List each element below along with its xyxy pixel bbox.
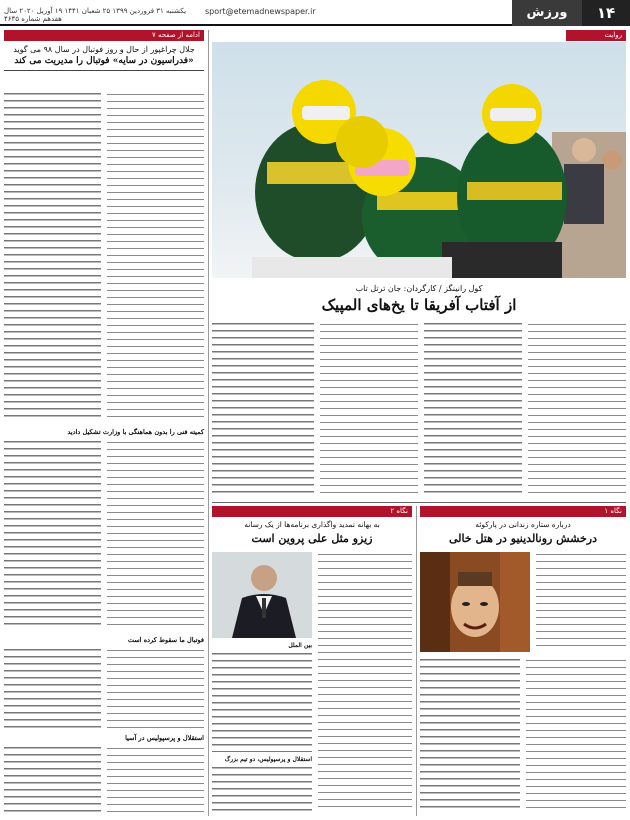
zidane-photo (212, 552, 312, 638)
bobsled-team-photo (212, 42, 626, 278)
zidane-subhead-1: بین الملل (288, 642, 312, 649)
zidane-illustration (212, 552, 312, 638)
main-story-body-2 (424, 322, 522, 497)
ronaldinho-kicker: درباره ستاره زندانی در پارکوئه (475, 520, 571, 529)
ronaldinho-headline: درخشش رونالدینیو در هتل خالی (448, 532, 598, 545)
column-rule (208, 30, 209, 816)
zidane-body-3 (212, 766, 312, 812)
section-email[interactable]: sport@etemadnewspaper.ir (205, 7, 316, 16)
main-story-label: روایت (566, 30, 626, 41)
left-column-body-c (107, 440, 204, 630)
ronaldinho-label: نگاه ۱ (420, 506, 626, 517)
main-story (212, 30, 626, 500)
divider (4, 70, 204, 71)
main-story-body-4 (212, 322, 314, 497)
left-subhead-3: استقلال و پرسپولیس در آسیا (125, 734, 204, 742)
main-story-headline: از آفتاب آفریقا تا یخ‌های المپیک (321, 296, 517, 314)
main-story-body-3 (320, 322, 418, 497)
dateline: یکشنبه ۳۱ فروردین ۱۳۹۹ ۲۵ شعبان ۱۴۴۱ ۱۹ آوریل ۲۰۲۰ سال هفدهم شماره ۴۶۴۵ (4, 7, 187, 23)
left-subhead-1: کمیته فنی را بدون هماهنگی با وزارت تشکیل دادید (67, 428, 204, 436)
zidane-kicker: به بهانه تمدید واگذاری برنامه‌ها از یک رسانه (244, 520, 380, 529)
main-story-body-1 (528, 322, 626, 497)
column-rule-2 (416, 506, 417, 816)
left-subhead-2: فوتبال ما سقوط کرده است (127, 636, 204, 644)
left-column-kicker: جلال چراغپور از حال و روز فوتبال در سال ۹۸ می گوید (13, 45, 195, 54)
left-column-body-e (107, 648, 204, 728)
ronaldinho-story (420, 506, 626, 816)
left-column-body-f (4, 648, 101, 728)
ronaldinho-body-intro (536, 552, 626, 652)
left-column-body-g (107, 746, 204, 812)
zidane-body-1 (318, 552, 412, 812)
section-rule (212, 502, 626, 503)
left-column-body-d (4, 440, 101, 630)
zidane-label: نگاه ۲ (212, 506, 412, 517)
zidane-subhead-2: استقلال و پرسپولیس، دو تیم بزرگ (224, 756, 312, 763)
section-title: ورزش (512, 0, 582, 26)
left-column-body-a (107, 92, 204, 422)
left-column-headline: «فدراسیون در سایه» فوتبال را مدیریت می کند (14, 56, 194, 66)
left-column-body-h (4, 746, 101, 812)
page-header (0, 0, 630, 26)
main-story-kicker: کول رانینگز / کارگردان: جان ترتل تاب (355, 284, 483, 293)
left-column-label: ادامه از صفحه ۷ (4, 30, 204, 41)
ronaldinho-body-1 (526, 658, 626, 812)
photo-illustration (212, 42, 626, 278)
zidane-body-2 (212, 652, 312, 752)
zidane-headline: زیزو مثل علی پروین است (251, 532, 373, 545)
film-still-illustration (420, 552, 530, 652)
page-number: ۱۴ (582, 0, 630, 26)
shining-film-still (420, 552, 530, 652)
zidane-story (212, 506, 412, 816)
ronaldinho-body-2 (420, 658, 520, 812)
left-column-body-b (4, 92, 101, 422)
left-column (4, 30, 204, 816)
